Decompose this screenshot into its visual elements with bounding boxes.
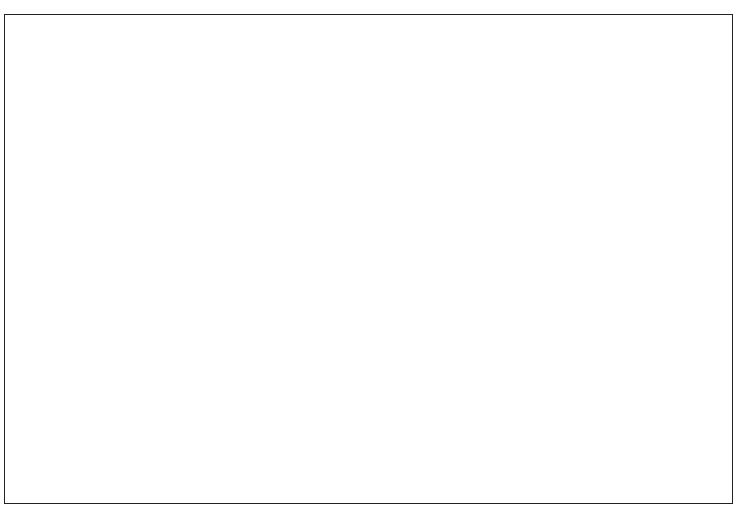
article-frame [4, 14, 733, 504]
